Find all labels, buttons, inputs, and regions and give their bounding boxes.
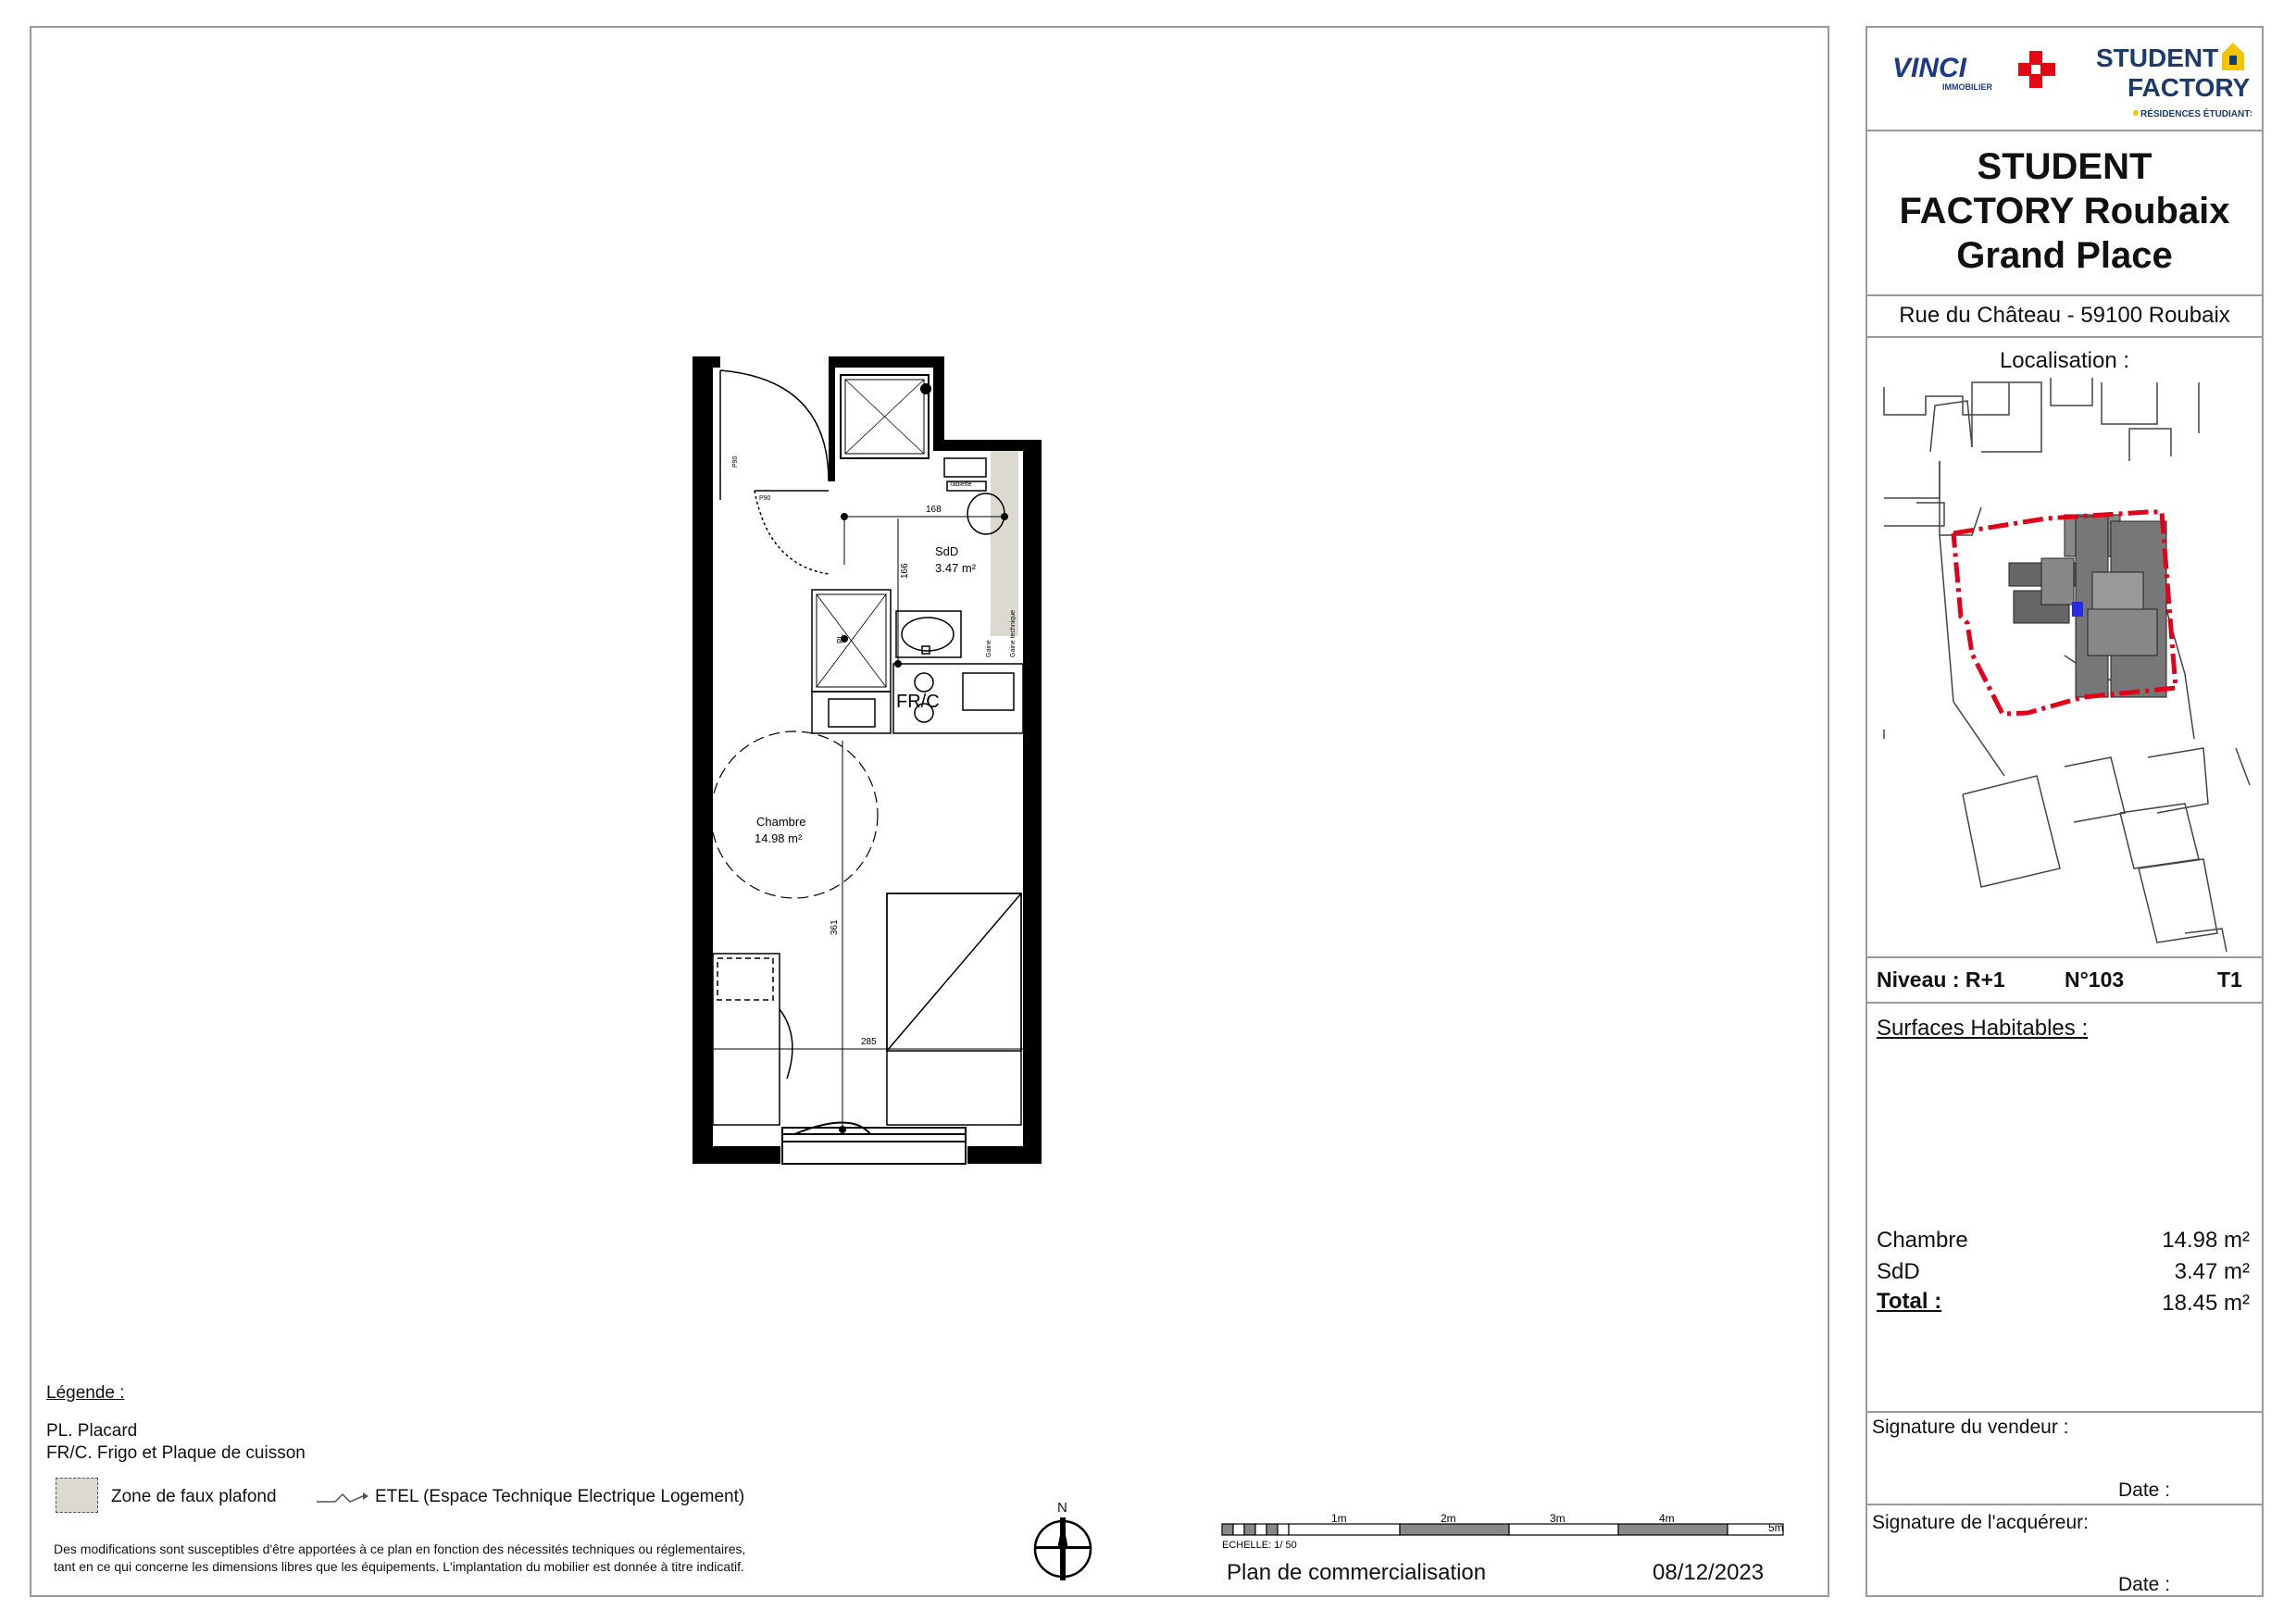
legend-faux-plafond: Zone de faux plafond bbox=[111, 1487, 277, 1506]
disclaimer-line1: Des modifications sont susceptibles d'être apportées à ce plan en fonction des nécessités techniques ou réglementaires, bbox=[54, 1542, 746, 1556]
legend-item-pl: PL. Placard bbox=[46, 1421, 138, 1441]
project-name-line1: STUDENT bbox=[1977, 146, 2152, 187]
legend-etel: ETEL (Espace Technique Electrique Logement) bbox=[375, 1487, 745, 1506]
scale-tick-4m: 4m bbox=[1659, 1512, 1675, 1525]
dim-168: 168 bbox=[926, 505, 942, 515]
frc-label: FR/C bbox=[896, 692, 940, 712]
chambre-name: Chambre bbox=[756, 815, 806, 829]
wall-top-sdd bbox=[829, 356, 944, 368]
window bbox=[782, 1123, 966, 1165]
desk bbox=[713, 954, 792, 1125]
scale-bar bbox=[1220, 1511, 1794, 1557]
legend-item-frc: FR/C. Frigo et Plaque de cuisson bbox=[46, 1443, 306, 1463]
scale-tick-2m: 2m bbox=[1441, 1512, 1456, 1525]
scale-tick-5m: 5m bbox=[1768, 1521, 1784, 1534]
unit-type: T1 bbox=[2217, 968, 2242, 992]
surface-total-value: 18.45 m² bbox=[2162, 1291, 2250, 1316]
surface-total-label: Total : bbox=[1877, 1289, 1942, 1314]
unit-number: N°103 bbox=[2065, 968, 2125, 992]
localisation-label: Localisation : bbox=[1999, 348, 2130, 373]
sdd-name: SdD bbox=[935, 544, 959, 558]
signature-vendeur-date: Date : bbox=[2118, 1479, 2171, 1501]
plan-date: 08/12/2023 bbox=[1653, 1560, 1765, 1585]
project-address: Rue du Château - 59100 Roubaix bbox=[1899, 303, 2230, 328]
surface-label-chambre: Chambre bbox=[1877, 1228, 1968, 1253]
niveau-label: Niveau : R+1 bbox=[1877, 968, 2005, 992]
surface-value-chambre: 14.98 m² bbox=[2162, 1228, 2250, 1253]
faux-plafond-zone bbox=[991, 451, 1018, 636]
wall-top-right bbox=[933, 440, 1042, 451]
tablette-label: Tablette bbox=[949, 481, 972, 488]
placard bbox=[812, 590, 891, 692]
scale-tick-1m: 1m bbox=[1331, 1512, 1347, 1525]
surface-label-sdd: SdD bbox=[1877, 1259, 1920, 1284]
dim-361: 361 bbox=[830, 919, 840, 935]
etel-arrow-icon bbox=[315, 1489, 370, 1507]
scale-tick-3m: 3m bbox=[1550, 1512, 1566, 1525]
signature-acquereur-label: Signature de l'acquéreur: bbox=[1872, 1512, 2089, 1533]
wall-sdd-left bbox=[829, 356, 835, 481]
door-p90-b: P90 bbox=[759, 495, 771, 502]
bed bbox=[887, 893, 1021, 1125]
door bbox=[720, 370, 829, 574]
surfaces-heading: Surfaces Habitables : bbox=[1877, 1016, 2089, 1041]
sf-logo-sub: RÉSIDENCES ÉTUDIANTS bbox=[2140, 109, 2252, 119]
wall-notch bbox=[933, 356, 944, 451]
project-name-line3: Grand Place bbox=[1956, 235, 2173, 276]
north-arrow-icon bbox=[1028, 1514, 1098, 1584]
unit-location-marker bbox=[2072, 602, 2083, 617]
sf-logo-word2: FACTORY bbox=[2128, 73, 2251, 102]
vinci-cross-icon bbox=[2018, 51, 2055, 88]
signature-vendeur-label: Signature du vendeur : bbox=[1872, 1417, 2069, 1438]
dim-285: 285 bbox=[861, 1037, 877, 1047]
wall-top-left-stub bbox=[713, 356, 720, 368]
student-factory-logo bbox=[2094, 37, 2252, 130]
faux-plafond-swatch bbox=[56, 1478, 98, 1513]
placard-label: PL bbox=[836, 634, 844, 643]
gaine-label-b: Gaine technique bbox=[1010, 610, 1017, 657]
signature-acquereur-date: Date : bbox=[2118, 1574, 2171, 1595]
wall-left bbox=[693, 356, 713, 1164]
star-icon bbox=[2133, 110, 2139, 116]
project-name-line2: FACTORY Roubaix bbox=[1899, 191, 2230, 231]
sdd-area: 3.47 m² bbox=[935, 561, 977, 575]
wall-bottom-left bbox=[693, 1146, 780, 1164]
disclaimer-line2: tant en ce qui concerne les dimensions libres que les équipements. L'implantation du mobilier est donnée à titre indicatif. bbox=[54, 1559, 744, 1574]
house-icon bbox=[2222, 43, 2244, 70]
location-map bbox=[1879, 378, 2254, 952]
sink bbox=[896, 611, 961, 657]
wall-right bbox=[1023, 440, 1042, 1164]
surface-value-sdd: 3.47 m² bbox=[2174, 1259, 2250, 1284]
north-label: N bbox=[1057, 1500, 1067, 1516]
chambre-area: 14.98 m² bbox=[755, 831, 803, 845]
dim-166: 166 bbox=[900, 563, 910, 579]
sf-logo-word1: STUDENT bbox=[2096, 44, 2219, 72]
vinci-logo-sub: IMMOBILIER bbox=[1942, 82, 1992, 92]
legend-title: Légende : bbox=[46, 1383, 125, 1403]
scale-echelle: ECHELLE: 1/ 50 bbox=[1222, 1540, 1297, 1551]
floor-plan bbox=[685, 352, 1055, 1167]
vinci-logo bbox=[1889, 42, 2074, 97]
vinci-logo-word: VINCI bbox=[1892, 53, 1967, 83]
shower bbox=[841, 375, 930, 458]
door-p90-a: P90 bbox=[732, 456, 739, 468]
plan-label: Plan de commercialisation bbox=[1227, 1560, 1487, 1585]
gaine-label-a: Gaine bbox=[986, 640, 992, 657]
